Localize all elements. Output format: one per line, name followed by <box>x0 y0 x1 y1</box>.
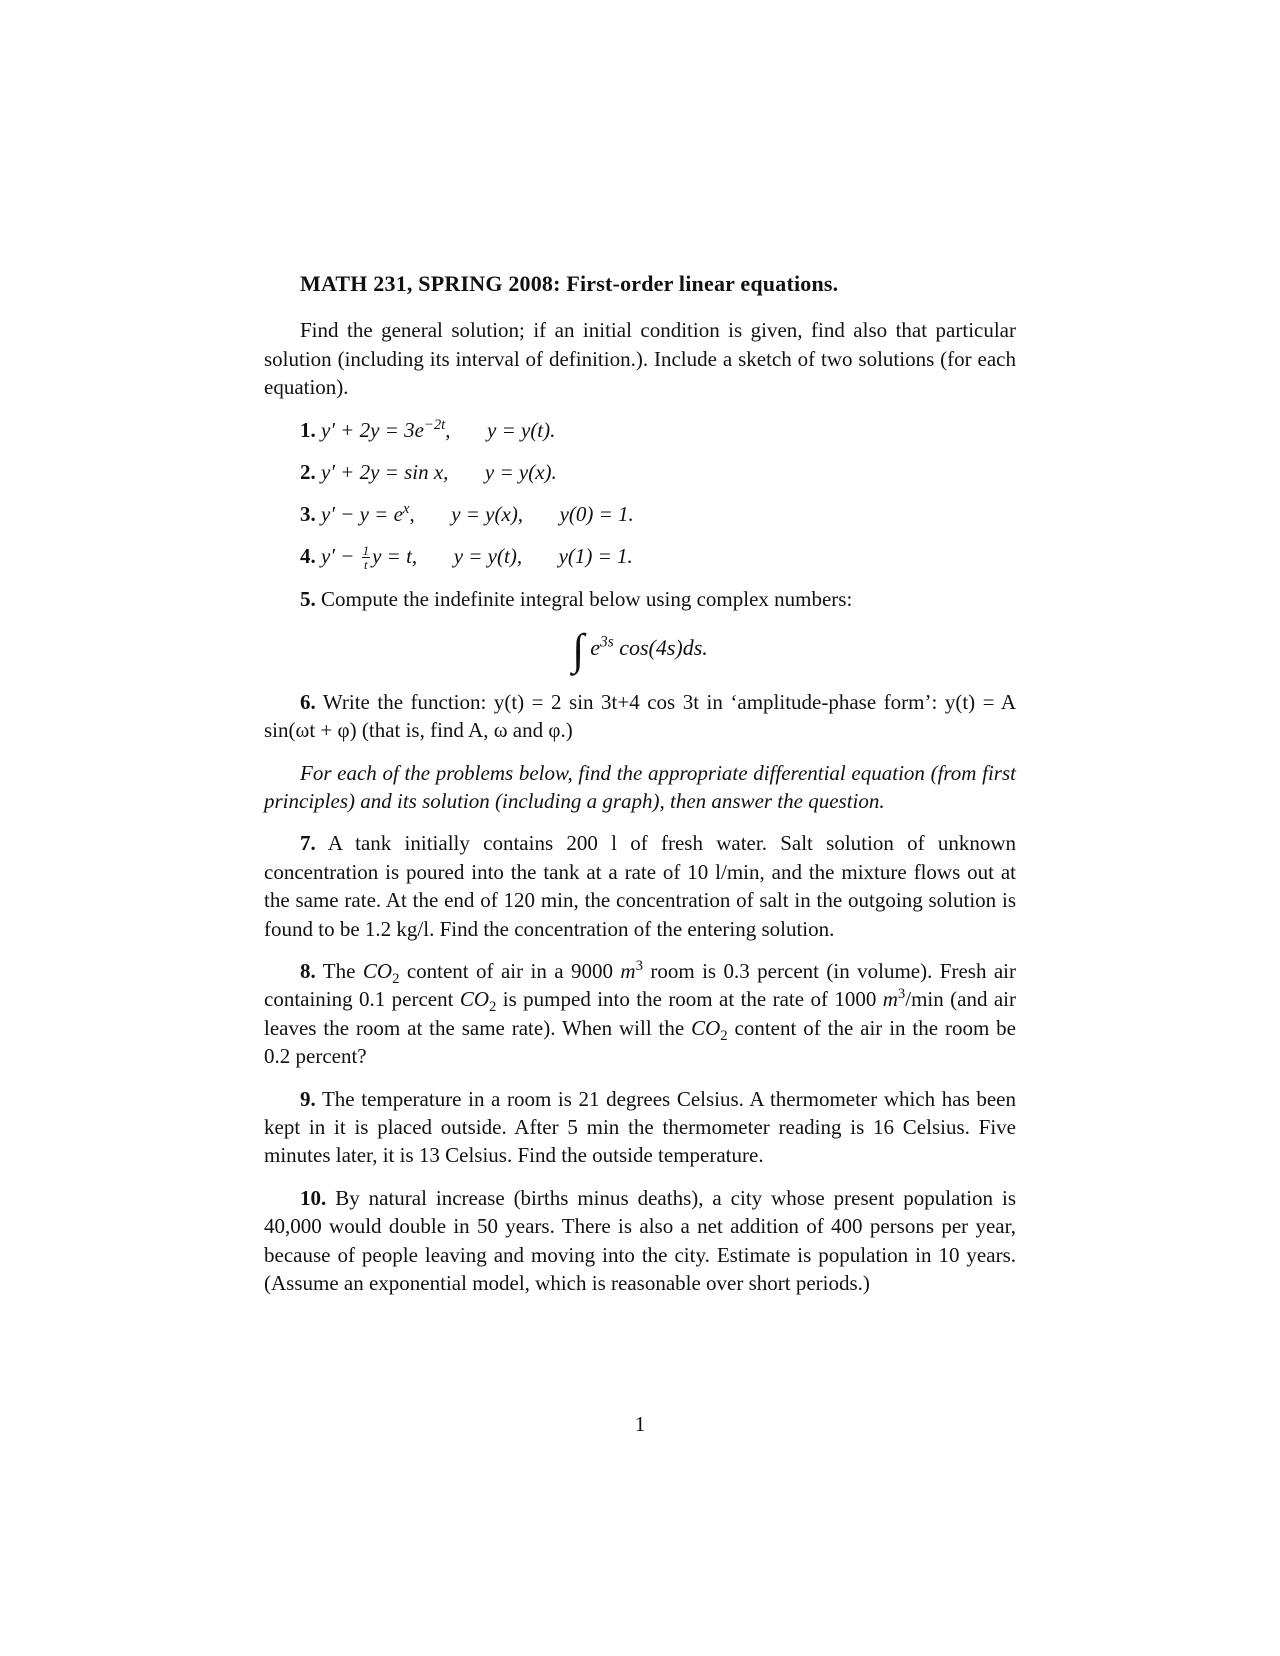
problem-number: 7. <box>300 831 316 856</box>
fraction-denominator: t <box>364 557 368 573</box>
integral-sign: ∫ <box>572 624 585 674</box>
dependent-variable: y = y(x). <box>484 459 557 484</box>
page-number: 1 <box>634 1412 646 1436</box>
problem-6 <box>264 688 1016 745</box>
problem-number: 3. <box>300 501 316 526</box>
instructions-paragraph: For each of the problems below, find the appropriate differential equation (from first principles) and its solution (including a graph), then answer the question. <box>264 760 1016 813</box>
co2-symbol: CO <box>362 958 393 983</box>
text-segment: content of air in a 9000 <box>399 958 621 983</box>
problem-text: Write the function: y(t) = 2 sin 3t+4 cos 3t in ‘amplitude-phase form’: y(t) = A sin(ωt + φ) (that is, find A, ω and φ.) <box>264 689 1017 743</box>
text-segment: The <box>322 958 363 983</box>
problem-1 <box>300 416 1016 444</box>
problem-2 <box>300 458 1016 486</box>
equation-lhs: y′ + 2y = sin x, <box>321 459 449 484</box>
subscript: 2 <box>392 971 400 988</box>
unit-m: m <box>620 958 636 983</box>
problem-10 <box>264 1184 1016 1298</box>
initial-condition: y(0) = 1. <box>559 501 634 526</box>
integrand-exponent: 3s <box>600 633 614 651</box>
text-segment: /min (and air leaves the room at the same rate). When will the <box>264 987 1017 1040</box>
co2-symbol: CO <box>459 987 490 1012</box>
co2-symbol: CO <box>691 1015 721 1040</box>
equation-lhs: y′ − y = e <box>321 501 403 526</box>
problem-number: 8. <box>300 958 316 983</box>
text-segment: room is 0.3 percent (in volume). Fresh air containing 0.1 percent <box>264 958 1017 1012</box>
problem-text: A tank initially contains 200 l of fresh water. Salt solution of unknown concentration is poured into the tank at a rate of 10 l/min, and the mixture flows out at the same rate. At the end of 120 min, the concentration of salt in the outgoing solution is found to be 1.2 kg/l. Find the concentration of the entering solution. <box>264 831 1016 941</box>
problem-text: The temperature in a room is 21 degrees Celsius. A thermometer which has been kept in it is placed outside. After 5 min the thermometer reading is 16 Celsius. Five minutes later, it is 13 Celsius. Find the outside temperature. <box>264 1086 1016 1168</box>
dependent-variable: y = y(x), <box>451 501 524 526</box>
problem-number: 5. <box>300 587 316 612</box>
intro-paragraph: Find the general solution; if an initial condition is given, find also that particular solution (including its interval of definition.). Include a sketch of two solutions (for each equation). <box>264 318 1016 400</box>
fraction-numerator: 1 <box>362 543 370 559</box>
document-body <box>264 270 1016 1311</box>
subscript: 2 <box>489 999 497 1016</box>
page-title: MATH 231, SPRING 2008: First-order linear equations. <box>300 271 839 296</box>
fraction <box>362 544 371 571</box>
separator: , <box>445 417 451 442</box>
superscript: 3 <box>897 986 906 1003</box>
problem-number: 4. <box>300 543 316 568</box>
integral-display <box>264 624 1016 674</box>
problem-text: By natural increase (births minus deaths), a city whose present population is 40,000 would double in 50 years. There is also a net addition of 400 persons per year, because of people leaving and moving into the city. Estimate is population in 10 years. (Assume an exponential model, which is reasonable over short periods.) <box>264 1185 1016 1295</box>
problem-8 <box>264 957 1016 1071</box>
subscript: 2 <box>720 1027 728 1044</box>
problem-number: 10. <box>300 1185 327 1210</box>
unit-m: m <box>882 987 898 1012</box>
problem-5 <box>264 585 1016 613</box>
dependent-variable: y = y(t), <box>453 543 523 568</box>
initial-condition: y(1) = 1. <box>558 543 633 568</box>
problem-number: 6. <box>300 689 316 714</box>
problem-number: 9. <box>300 1086 316 1111</box>
text-segment: content of the air in the room be 0.2 percent? <box>264 1015 1016 1069</box>
dependent-variable: y = y(t). <box>487 417 556 442</box>
integrand-rest: cos(4s)ds. <box>619 634 708 660</box>
problem-text: Compute the indefinite integral below using complex numbers: <box>321 587 853 612</box>
text-segment: is pumped into the room at the rate of 1000 <box>496 987 883 1012</box>
exponent: −2t <box>423 416 446 433</box>
equation-lhs-part1: y′ − <box>321 543 355 568</box>
problem-4 <box>300 542 1016 572</box>
exponent: x <box>402 500 410 517</box>
equation-lhs: y′ + 2y = 3e <box>321 417 424 442</box>
problem-7 <box>264 829 1016 943</box>
superscript: 3 <box>635 957 643 974</box>
problem-9 <box>264 1085 1016 1170</box>
problem-3 <box>300 500 1016 528</box>
problem-number: 2. <box>300 459 316 484</box>
problem-number: 1. <box>300 417 316 442</box>
equation-lhs-part2: y = t, <box>372 543 418 568</box>
integrand-base: e <box>590 634 601 660</box>
separator: , <box>409 501 415 526</box>
